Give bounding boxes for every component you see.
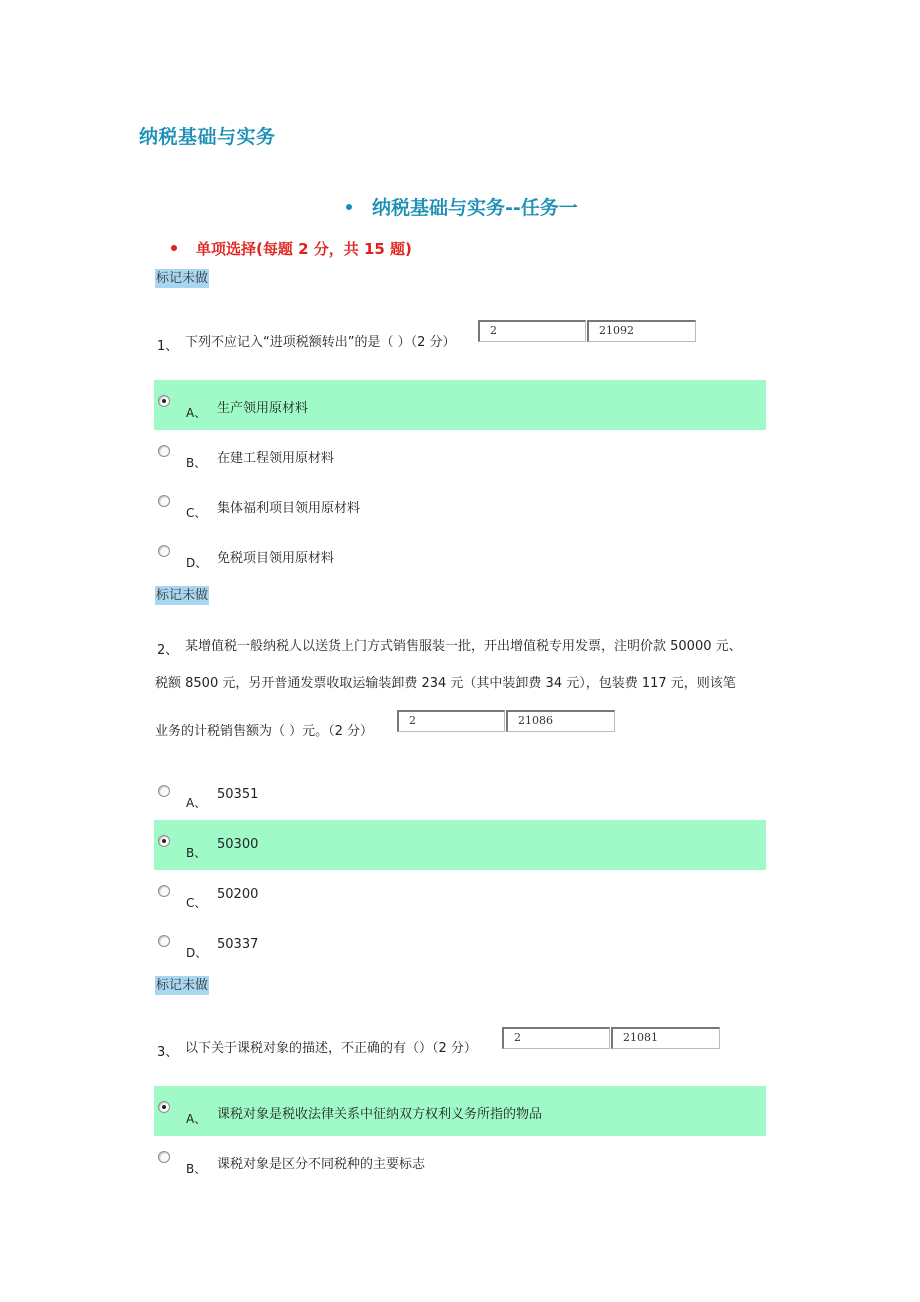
option-text: 生产领用原材料: [217, 401, 309, 416]
option-letter: D、: [186, 556, 208, 570]
option-row[interactable]: [154, 480, 766, 530]
option-letter: A、: [186, 406, 207, 420]
option-row[interactable]: [154, 430, 766, 480]
option-row[interactable]: [154, 920, 766, 970]
option-letter: B、: [186, 456, 207, 470]
option-row[interactable]: [154, 1136, 766, 1186]
option-letter: B、: [186, 1162, 207, 1176]
option-letter: D、: [186, 946, 208, 960]
mark-undone-label[interactable]: 标记未做: [156, 588, 209, 603]
option-text: 免税项目领用原材料: [217, 551, 335, 566]
question-text: 以下关于课税对象的描述，不正确的有（）（2 分）: [185, 1041, 477, 1056]
question-id-box: 21092: [587, 320, 696, 342]
question-text: 下列不应记入“进项税额转出”的是（ ）（2 分）: [185, 335, 456, 350]
option-letter: A、: [186, 1112, 207, 1126]
radio-icon[interactable]: [158, 545, 170, 557]
radio-icon[interactable]: [158, 935, 170, 947]
score-box: 2: [478, 320, 586, 342]
radio-icon[interactable]: [158, 445, 170, 457]
question-text-line: 税额 8500 元，另开普通发票收取运输装卸费 234 元（其中装卸费 34 元），包装费 117 元，则该笔: [155, 676, 736, 691]
option-row[interactable]: [154, 770, 766, 820]
option-text: 50351: [217, 787, 259, 802]
mark-undone-label[interactable]: 标记未做: [156, 978, 209, 993]
option-text: 课税对象是税收法律关系中征纳双方权利义务所指的物品: [217, 1107, 543, 1122]
radio-icon[interactable]: [158, 885, 170, 897]
option-text: 在建工程领用原材料: [217, 451, 335, 466]
radio-icon[interactable]: [158, 495, 170, 507]
option-text: 50300: [217, 837, 259, 852]
bullet-icon: [171, 245, 177, 251]
radio-selected-icon[interactable]: [158, 1101, 170, 1113]
question-number: 3、: [157, 1045, 179, 1060]
question-text-line: 业务的计税销售额为（ ）元。（2 分）: [155, 724, 374, 739]
bullet-icon: [346, 204, 352, 210]
option-letter: C、: [186, 506, 207, 520]
question-number: 1、: [157, 339, 179, 354]
task-title: [346, 193, 578, 220]
question-id-box: 21086: [506, 710, 615, 732]
option-row[interactable]: [154, 820, 766, 870]
option-text: 50200: [217, 887, 259, 902]
task-title-text: 纳税基础与实务--任务一: [372, 197, 578, 219]
option-letter: A、: [186, 796, 207, 810]
section-title-text: 单项选择(每题 2 分，共 15 题): [196, 240, 412, 258]
radio-icon[interactable]: [158, 1151, 170, 1163]
score-box: 2: [502, 1027, 610, 1049]
option-row[interactable]: [154, 380, 766, 430]
radio-selected-icon[interactable]: [158, 835, 170, 847]
score-box: 2: [397, 710, 505, 732]
section-title: [171, 238, 412, 259]
option-text: 集体福利项目领用原材料: [217, 501, 361, 516]
question-id-box: 21081: [611, 1027, 720, 1049]
option-text: 50337: [217, 937, 259, 952]
option-row[interactable]: [154, 870, 766, 920]
radio-selected-icon[interactable]: [158, 395, 170, 407]
option-row[interactable]: [154, 530, 766, 580]
option-row[interactable]: [154, 1086, 766, 1136]
radio-icon[interactable]: [158, 785, 170, 797]
option-letter: C、: [186, 896, 207, 910]
option-letter: B、: [186, 846, 207, 860]
page-title: 纳税基础与实务: [139, 126, 276, 148]
mark-undone-label[interactable]: 标记未做: [156, 271, 209, 286]
question-number: 2、: [157, 643, 179, 658]
question-text-line: 某增值税一般纳税人以送货上门方式销售服装一批，开出增值税专用发票，注明价款 50000 元、: [185, 639, 742, 654]
option-text: 课税对象是区分不同税种的主要标志: [217, 1157, 426, 1172]
